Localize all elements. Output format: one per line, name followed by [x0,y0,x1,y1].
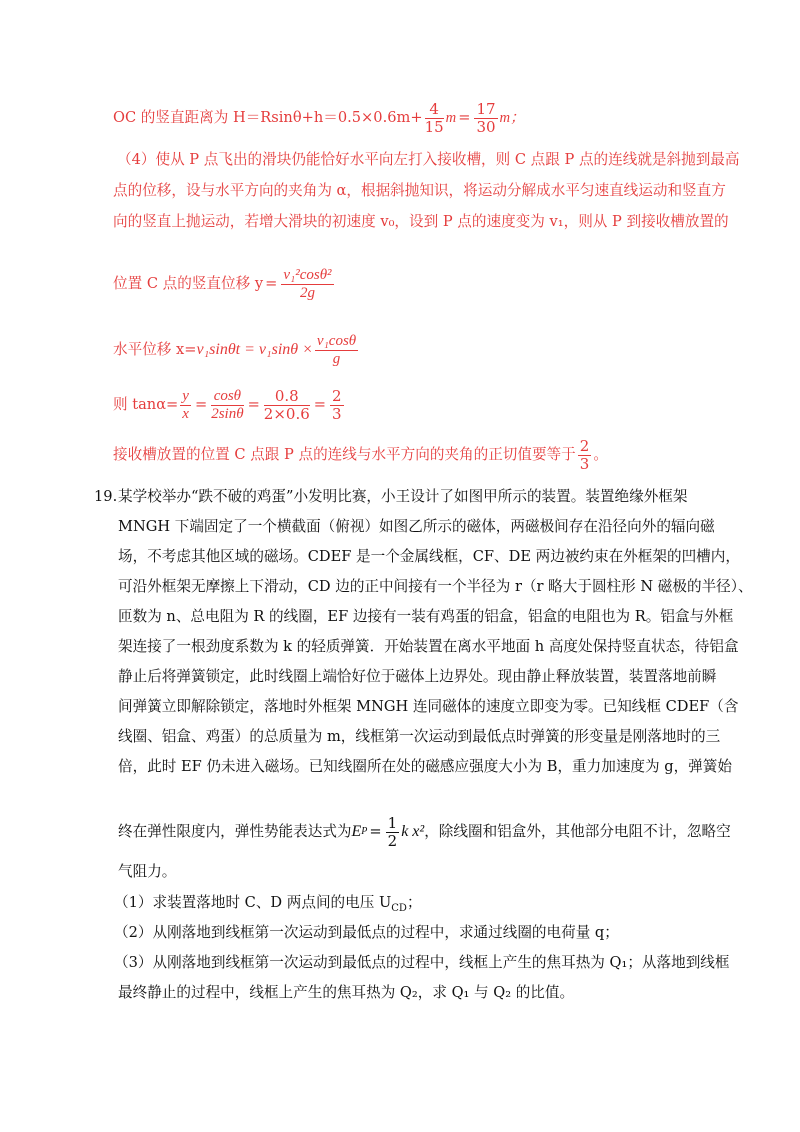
problem-line-7: 静止后将弹簧锁定，此时线圈上端恰好位于磁体上边界处。现由静止释放装置，装置落地前瞬 [118,668,717,685]
question-1-text: （1）求装置落地时 C、D 两点间的电压 U [114,894,392,911]
tan-f2-num: cosθ [211,388,243,406]
tan-prefix: 则 tanα= [113,396,179,413]
vertical-displacement-line [113,264,336,304]
energy-num: 1 [387,813,398,832]
hd-fraction [315,333,358,368]
problem-line-3: 场，不考虑其他区域的磁场。CDEF 是一个金属线框，CF、DE 两边被约束在外框架的凹槽内， [118,548,740,565]
oc-end: m； [499,110,525,126]
problem-last-line: 气阻力。 [118,863,177,880]
oc-f2-den: 30 [476,117,496,136]
hd-num: v₁cosθ [316,332,357,349]
vd-eq: = [265,275,278,292]
hd-den: g [332,350,341,367]
tan-fraction-3 [264,388,310,423]
question-1-end: ； [406,894,422,911]
tan-f3-den: 2×0.6 [263,404,310,423]
energy-eq: = [369,823,382,840]
vd-den: 2g [299,284,315,301]
tan-f4-den: 3 [332,404,342,423]
hd-prefix: 水平位移 x= [113,341,197,358]
hd-expr: v₁sinθt = v₁sinθ × [196,341,313,358]
energy-suffix: ，除线圈和铝盒外，其他部分电阻不计，忽略空 [424,823,731,840]
vd-prefix: 位置 C 点的竖直位移 y [113,275,264,292]
problem-line-9: 线圈、铝盒、鸡蛋）的总质量为 m，线框第一次运动到最低点时弹簧的形变量是刚落地时的三 [118,728,721,745]
question-2: （2）从刚落地到线框第一次运动到最低点的过程中，求通过线圈的电荷量 q； [114,924,619,941]
energy-den: 2 [387,831,398,850]
oc-prefix: OC 的竖直距离为 H＝Rsinθ+h＝0.5×0.6m+ [113,109,423,126]
problem-number: 19. [94,488,118,505]
conclusion-den: 3 [579,454,590,473]
energy-formula-line [118,812,731,852]
tan-line: 则 tanα= $\frac{y}{x}$ = $\frac{\cos\theta}{2\sin\theta}$ = $\frac{0.8}{2\times 0.6}$ = $\frac{2}{3}$ [113,386,342,423]
question-1 [114,893,422,919]
problem-line-2: MNGH 下端固定了一个横截面（俯视）如图乙所示的磁体，两磁极间存在沿径向外的辐向磁 [118,518,715,535]
oc-eq: = [458,109,471,126]
problem-line-6: 架连接了一根劲度系数为 k 的轻质弹簧．开始装置在离水平地面 h 高度处保持竖直状态，待铝盒 [118,638,739,655]
conclusion-fraction [578,438,592,473]
conclusion-num: 2 [579,436,590,455]
oc-mid: m [445,110,457,126]
oc-fraction-2 [474,101,497,136]
tan-f3-num: 0.8 [264,388,310,406]
energy-fraction [386,815,400,850]
energy-lhs-sub: P [361,826,368,837]
vd-fraction [281,267,333,302]
oc-f2-num: 17 [476,99,496,118]
oc-distance-line [113,100,525,136]
energy-rhs: k x² [401,823,425,840]
energy-prefix: 终在弹性限度内，弹性势能表达式为 [118,823,352,840]
problem-line-1: 某学校举办“跌不破的鸡蛋”小发明比赛，小王设计了如图甲所示的装置。装置绝缘外框架 [118,488,688,505]
question-3-line-2: 最终静止的过程中，线框上产生的焦耳热为 Q₂，求 Q₁ 与 Q₂ 的比值。 [118,984,575,1001]
question-1-sub: CD [391,902,407,914]
conclusion-prefix: 接收槽放置的位置 C 点跟 P 点的连线与水平方向的夹角的正切值要等于 [113,446,576,463]
tan-f2-den: 2sinθ [211,405,244,422]
tan-fraction-2 [211,388,243,423]
oc-fraction-1 [425,101,444,136]
problem-line-8: 间弹簧立即解除锁定，落地时外框架 MNGH 连同磁体的速度立即变为零。已知线框 CDEF（含 [118,698,739,715]
part4-line-2: 点的位移，设与水平方向的夹角为 α，根据斜抛知识，将运动分解成水平匀速直线运动和竖直方 [113,182,726,199]
oc-f1-den: 15 [424,117,444,136]
part4-line-3: 向的竖直上抛运动，若增大滑块的初速度 v₀，设到 P 点的速度变为 v₁，则从 P 到接收槽放置的 [113,213,729,230]
vd-num: v₁²cosθ² [283,266,332,283]
tan-fraction-1 [180,388,191,423]
conclusion-line [113,435,608,475]
tan-f1-den: x [182,405,189,422]
problem-line-5: 匝数为 n、总电阻为 R 的线圈，EF 边接有一装有鸡蛋的铝盒，铝盒的电阻也为 R。铝盒与外框 [118,608,734,625]
problem-line-4: 可沿外框架无摩擦上下滑动，CD 边的正中间接有一个半径为 r（r 略大于圆柱形 N 磁极的半径）、 [118,578,753,595]
tan-f4-num: 2 [332,386,342,405]
conclusion-end: 。 [593,446,608,463]
tan-fraction-4 [330,388,344,423]
question-3-line-1: （3）从刚落地到线框第一次运动到最低点的过程中，线框上产生的焦耳热为 Q₁；从落地到线框 [114,954,730,971]
part4-line-1: （4）使从 P 点飞出的滑块仍能恰好水平向左打入接收槽，则 C 点跟 P 点的连线就是斜抛到最高 [117,151,740,168]
tan-f1-num: y [182,387,189,404]
oc-f1-num: 4 [425,101,444,119]
horizontal-displacement-line [113,330,360,370]
energy-lhs: E [351,823,362,840]
problem-line-10: 倍，此时 EF 仍未进入磁场。已知线圈所在处的磁感应强度大小为 B，重力加速度为 g，弹簧始 [118,758,732,775]
